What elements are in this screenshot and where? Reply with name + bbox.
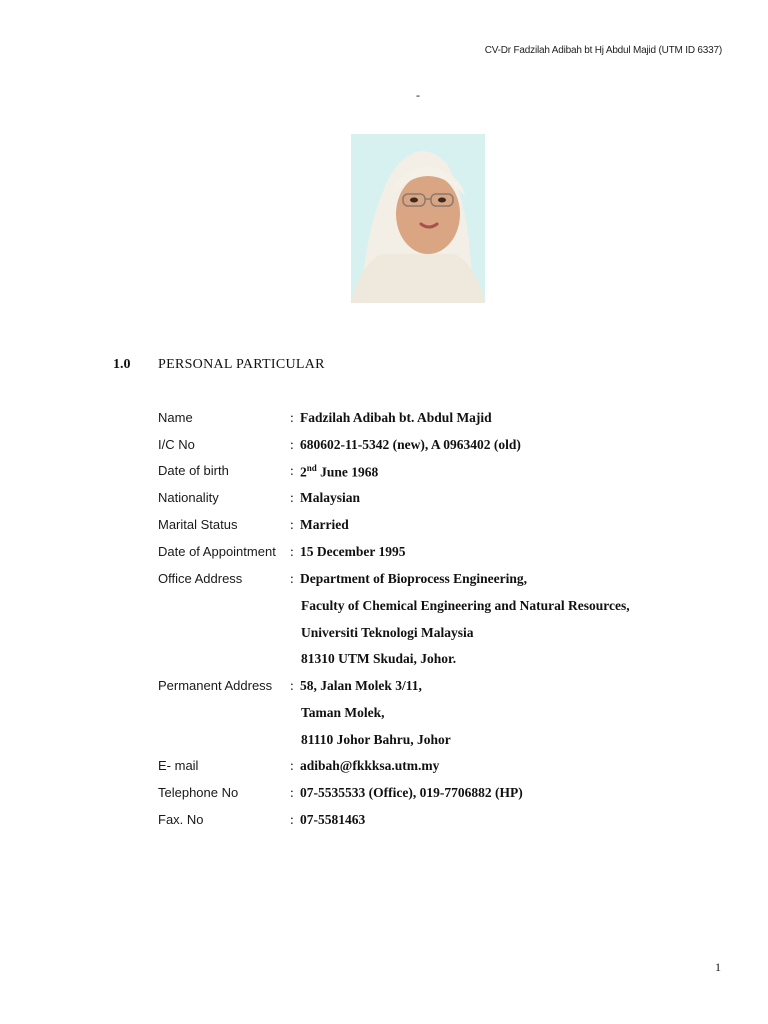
field-label: Telephone No bbox=[158, 785, 239, 800]
office-address-line: 81310 UTM Skudai, Johor. bbox=[301, 651, 457, 666]
field-name bbox=[158, 410, 492, 432]
office-address-line: Faculty of Chemical Engineering and Natural Resources, bbox=[301, 598, 630, 613]
field-label: Name bbox=[158, 410, 193, 425]
section-title: PERSONAL PARTICULAR bbox=[158, 357, 325, 372]
field-value: Department of Bioprocess Engineering, bbox=[300, 571, 527, 586]
field-colon: : bbox=[290, 410, 294, 425]
page-number: 1 bbox=[715, 960, 721, 974]
field-value: 15 December 1995 bbox=[300, 544, 406, 559]
field-permanent-address bbox=[158, 678, 422, 700]
dob-day: 2 bbox=[300, 464, 307, 480]
field-label: Office Address bbox=[158, 571, 243, 586]
field-value: 07-5535533 (Office), 019-7706882 (HP) bbox=[300, 785, 523, 800]
field-appointment bbox=[158, 544, 405, 566]
field-value: adibah@fkkksa.utm.my bbox=[300, 758, 440, 773]
field-colon: : bbox=[290, 785, 294, 800]
field-colon: : bbox=[290, 437, 294, 452]
top-mark: - bbox=[416, 88, 420, 102]
field-colon: : bbox=[290, 571, 294, 586]
field-label: Nationality bbox=[158, 490, 219, 505]
field-colon: : bbox=[290, 490, 294, 505]
office-address-line: Universiti Teknologi Malaysia bbox=[301, 625, 474, 640]
field-colon: : bbox=[290, 678, 294, 693]
field-colon: : bbox=[290, 544, 294, 559]
field-label: I/C No bbox=[158, 437, 195, 452]
field-value bbox=[300, 463, 378, 485]
field-value: Malaysian bbox=[300, 490, 361, 505]
permanent-address-line: 81110 Johor Bahru, Johor bbox=[301, 732, 451, 747]
field-value: 680602-11-5342 (new), A 0963402 (old) bbox=[300, 437, 521, 452]
field-colon: : bbox=[290, 758, 294, 773]
field-telephone bbox=[158, 785, 523, 807]
field-colon: : bbox=[290, 812, 294, 827]
field-label: Marital Status bbox=[158, 517, 238, 532]
field-ic bbox=[158, 437, 521, 459]
permanent-address-line: Taman Molek, bbox=[301, 705, 385, 720]
field-value: 07-5581463 bbox=[300, 812, 366, 827]
field-value: Fadzilah Adibah bt. Abdul Majid bbox=[300, 410, 492, 425]
field-colon: : bbox=[290, 463, 294, 478]
field-label: Fax. No bbox=[158, 812, 204, 827]
portrait-photo bbox=[351, 134, 485, 303]
field-marital-status bbox=[158, 517, 349, 539]
field-label: Permanent Address bbox=[158, 678, 273, 693]
field-fax bbox=[158, 812, 365, 834]
field-colon: : bbox=[290, 517, 294, 532]
field-label: Date of Appointment bbox=[158, 544, 276, 559]
section-number: 1.0 bbox=[113, 357, 131, 372]
field-value: 58, Jalan Molek 3/11, bbox=[300, 678, 422, 693]
field-value: Married bbox=[300, 517, 349, 532]
field-dob bbox=[158, 463, 378, 485]
field-email bbox=[158, 758, 439, 780]
field-label: Date of birth bbox=[158, 463, 229, 478]
dob-rest: June 1968 bbox=[316, 464, 379, 480]
running-header: CV-Dr Fadzilah Adibah bt Hj Abdul Majid (UTM ID 6337) bbox=[484, 45, 722, 56]
dob-suffix: nd bbox=[306, 463, 317, 473]
field-office-address bbox=[158, 571, 527, 593]
field-label: E- mail bbox=[158, 758, 199, 773]
field-nationality bbox=[158, 490, 360, 512]
portrait-photo-icon bbox=[351, 134, 485, 303]
